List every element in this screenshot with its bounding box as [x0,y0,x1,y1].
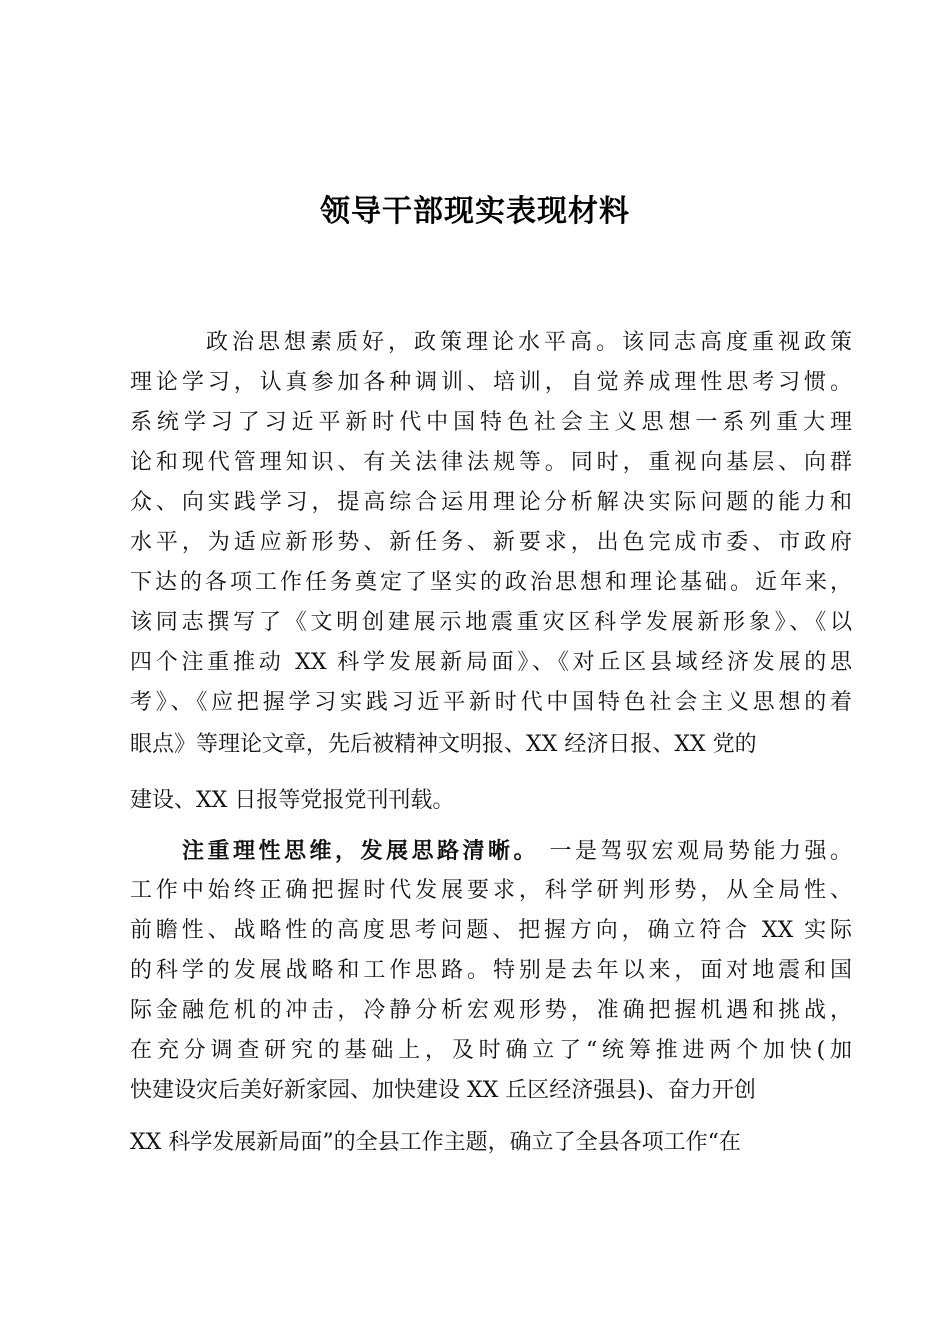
paragraph-2-line: 快建设灾后美好新家园、加快建设 XX 丘区经济强县)、奋力开创 [130,1078,756,1103]
paragraph-2-line: XX 科学发展新局面”的全县工作主题，确立了全县各项工作“在 [130,1130,741,1155]
paragraph-2-line-1 [182,836,852,867]
paragraph-1-line: 水平，为适应新形势、新任务、新要求，出色完成市委、市政府 [130,530,852,555]
paragraph-1-line-1 [206,328,852,358]
paragraph-1-lead: 政治思想素质好，政策理论水平高。 [206,330,622,355]
paragraph-1-line: 系统学习了习近平新时代中国特色社会主义思想一系列重大理 [130,410,852,435]
paragraph-1-line: 下达的各项工作任务奠定了坚实的政治思想和理论基础。近年来， [130,570,852,595]
paragraph-1-line: 众、向实践学习，提高综合运用理论分析解决实际问题的能力和 [130,490,852,515]
paragraph-1-line-1-rest: 该同志高度重视政策 [621,330,852,355]
paragraph-1-line: 眼点》等理论文章，先后被精神文明报、XX 经济日报、XX 党的 [130,732,757,757]
paragraph-1-line: 理论学习，认真参加各种调训、培训，自觉养成理性思考习惯。 [130,370,852,395]
paragraph-2-line: 前瞻性、战略性的高度思考问题、把握方向，确立符合 XX 实际 [130,918,852,943]
paragraph-1-line: 四个注重推动 XX 科学发展新局面》、《对丘区县域经济发展的思 [130,650,852,675]
paragraph-2-line: 的科学的发展战略和工作思路。特别是去年以来，面对地震和国 [130,958,852,983]
paragraph-1-line: 论和现代管理知识、有关法律法规等。同时，重视向基层、向群 [130,450,852,475]
paragraph-2-line-1-rest: 一是驾驭宏观局势能力强。 [539,839,852,864]
paragraph-2-line: 在充分调查研究的基础上，及时确立了“统筹推进两个加快(加 [130,1038,852,1063]
paragraph-2-line: 际金融危机的冲击，冷静分析宏观形势，准确把握机遇和挑战， [130,998,852,1023]
paragraph-1-line: 考》、《应把握学习实践习近平新时代中国特色社会主义思想的着 [130,690,852,715]
paragraph-1-line: 该同志撰写了《文明创建展示地震重灾区科学发展新形象》、《以 [130,610,852,635]
paragraph-2-lead: 注重理性思维，发展思路清晰。 [182,838,539,864]
paragraph-2-line: 工作中始终正确把握时代发展要求，科学研判形势，从全局性、 [130,878,852,903]
paragraph-1-line: 建设、XX 日报等党报党刊刊载。 [130,788,455,813]
document-title: 领导干部现实表现材料 [320,194,630,229]
